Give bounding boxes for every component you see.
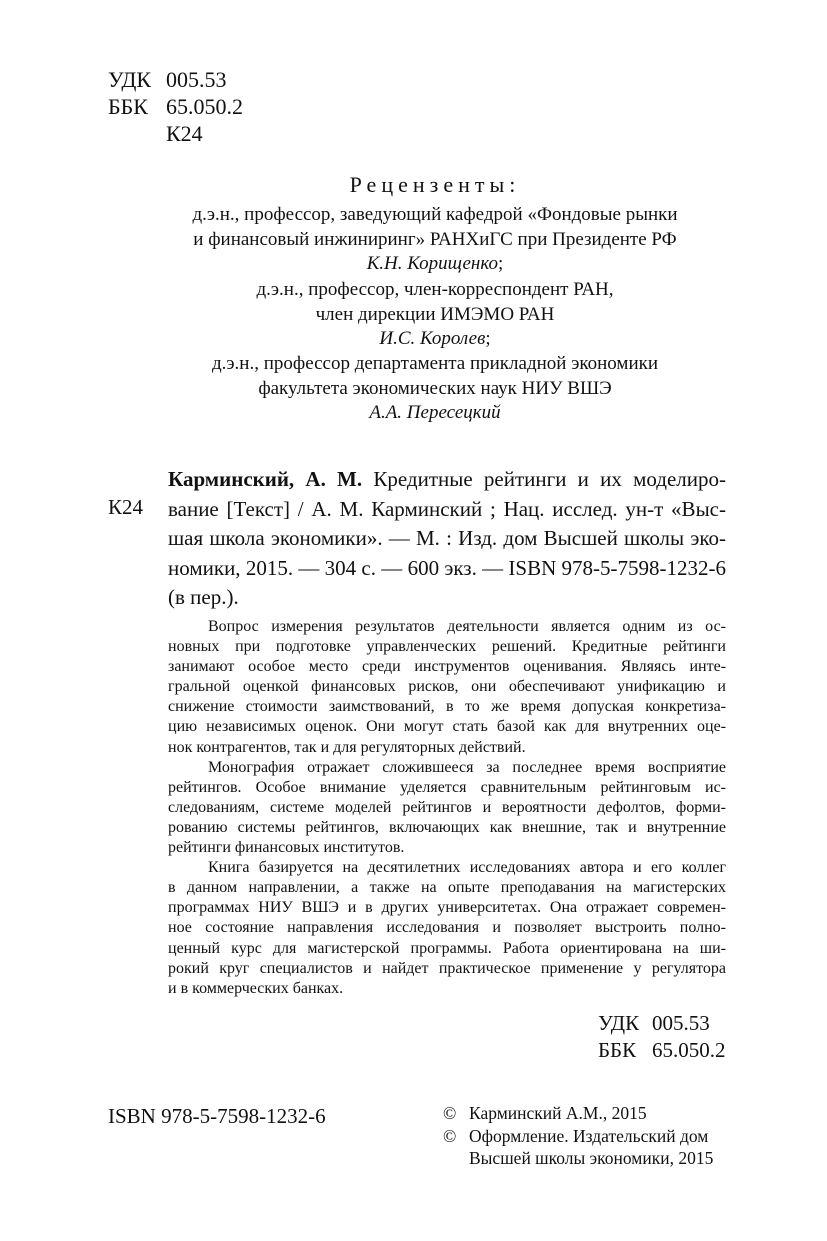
reviewer-name: К.Н. Корищенко (366, 253, 499, 274)
udk-row (598, 1010, 726, 1037)
abstract-line: рейтинги финансовых институтов. (168, 839, 405, 857)
abstract-line: Книга базируется на десятилетних исследованиях автора и его коллег (208, 859, 726, 877)
card-cutter-code: К24 (108, 495, 144, 519)
reviewer-separator: ; (485, 328, 491, 349)
copyright-icon: © (443, 1103, 457, 1123)
reviewer-line: д.э.н., профессор, член-корреспондент РАН, (256, 279, 614, 300)
reviewer-entry (140, 278, 730, 352)
bbk-label: ББК (598, 1038, 637, 1062)
abstract-paragraph (168, 758, 726, 858)
copyright-author: Карминский А.М., 2015 (469, 1103, 647, 1123)
abstract-line: занимают особое место среди инструментов оценивания. Являясь инте- (168, 658, 726, 676)
abstract-line: и в коммерческих банках. (168, 979, 344, 997)
card-line: вание [Текст] / А. М. Карминский ; Нац. исслед. ун-т «Выс- (168, 496, 726, 521)
reviewer-name-line (140, 401, 730, 426)
abstract-line: новных при подготовке управленческих решений. Кредитные рейтинги (168, 638, 726, 656)
reviewers-title: Рецензенты: (349, 172, 521, 197)
copyright-line (443, 1125, 713, 1148)
reviewer-name-line (140, 327, 730, 352)
reviewer-entry (140, 203, 730, 277)
bbk-label: ББК (108, 94, 148, 119)
copyright-publisher: Высшей школы экономики, 2015 (469, 1148, 714, 1168)
reviewer-line: факультета экономических наук НИУ ВШЭ (258, 377, 612, 399)
abstract (168, 617, 726, 999)
reviewer-name: И.С. Королев (379, 328, 486, 349)
reviewer-line: д.э.н., профессор департамента прикладной экономики (211, 353, 659, 374)
copyright-indent (443, 1147, 469, 1170)
bbk-value: 65.050.2 (166, 94, 243, 119)
copyright-block (443, 1102, 713, 1170)
abstract-line: рованию системы рейтингов, включающих как внешние, так и внутренние (168, 818, 726, 836)
bbk-row (108, 93, 243, 120)
abstract-line: ценный курс для магистерской программы. Работа ориентирована на ши- (168, 939, 726, 957)
abstract-line: нок контрагентов, так и для регуляторных действий. (168, 738, 526, 756)
reviewer-line: член дирекции ИМЭМО РАН (315, 303, 555, 325)
card-title-start: Кредитные рейтинги и их моделиро- (362, 467, 727, 491)
card-line: шая школа экономики». — М. : Изд. дом Высшей школы эко- (168, 526, 726, 551)
reviewer-line: и финансовый инжиниринг» РАНХиГС при Президенте РФ (193, 228, 677, 250)
card-author: Карминский, А. М. (168, 467, 363, 491)
copyright-icon: © (443, 1125, 457, 1146)
bbk-row (598, 1037, 726, 1064)
abstract-line: цию независимых оценок. Они могут стать базой как для внутренних оце- (168, 718, 726, 736)
reviewer-entry (140, 352, 730, 426)
udk-label: УДК (108, 67, 152, 92)
udk-value: 005.53 (652, 1011, 710, 1035)
abstract-line: Монография отражает сложившееся за последнее время восприятие (208, 758, 726, 776)
abstract-line: программах НИУ ВШЭ и в других университетах. Она отражает современ- (168, 899, 726, 917)
card-line: номики, 2015. — 304 с. — 600 экз. — ISBN 978-5-7598-1232-6 (168, 555, 726, 580)
copyright-line (443, 1147, 713, 1170)
classification-footer (598, 1010, 726, 1064)
reviewer-line: д.э.н., профессор, заведующий кафедрой «Фондовые рынки (192, 204, 678, 225)
abstract-line: гральной оценкой финансовых рисков, они обеспечивают унификацию и (168, 678, 726, 696)
classification-block (108, 66, 243, 147)
card-line: (в пер.). (168, 585, 239, 610)
udk-value: 005.53 (166, 67, 227, 92)
abstract-line: ное состояние направления исследования и позволяет выстроить полно- (168, 919, 726, 937)
abstract-line: снижение стоимости заимствований, в то же время допуская конкретиза- (168, 698, 726, 716)
udk-row (108, 66, 243, 93)
abstract-line: Вопрос измерения результатов деятельности является одним из ос- (208, 618, 726, 635)
isbn: ISBN 978-5-7598-1232-6 (108, 1104, 326, 1128)
abstract-paragraph (168, 858, 726, 999)
udk-label: УДК (598, 1011, 640, 1035)
bbk-value: 65.050.2 (652, 1038, 726, 1062)
abstract-line: рокий круг специалистов и найдет практическое применение у регулятора (168, 959, 726, 977)
cutter-code: К24 (166, 121, 203, 146)
catalog-card (168, 465, 726, 613)
abstract-line: следованиям, системе моделей рейтингов и вероятности дефолтов, форми- (168, 798, 726, 816)
card-line (168, 465, 726, 495)
reviewer-name-line (140, 252, 730, 277)
abstract-paragraph (168, 617, 726, 758)
abstract-line: в данном направлении, а также на опыте преподавания на магистерских (168, 879, 726, 897)
abstract-line: рейтингов. Особое внимание уделяется сравнительным рейтинговым ис- (168, 778, 726, 796)
copyright-design: Оформление. Издательский дом (469, 1125, 709, 1146)
reviewer-name: А.А. Пересецкий (369, 402, 501, 423)
copyright-line (443, 1102, 713, 1125)
reviewer-separator: ; (498, 253, 504, 274)
